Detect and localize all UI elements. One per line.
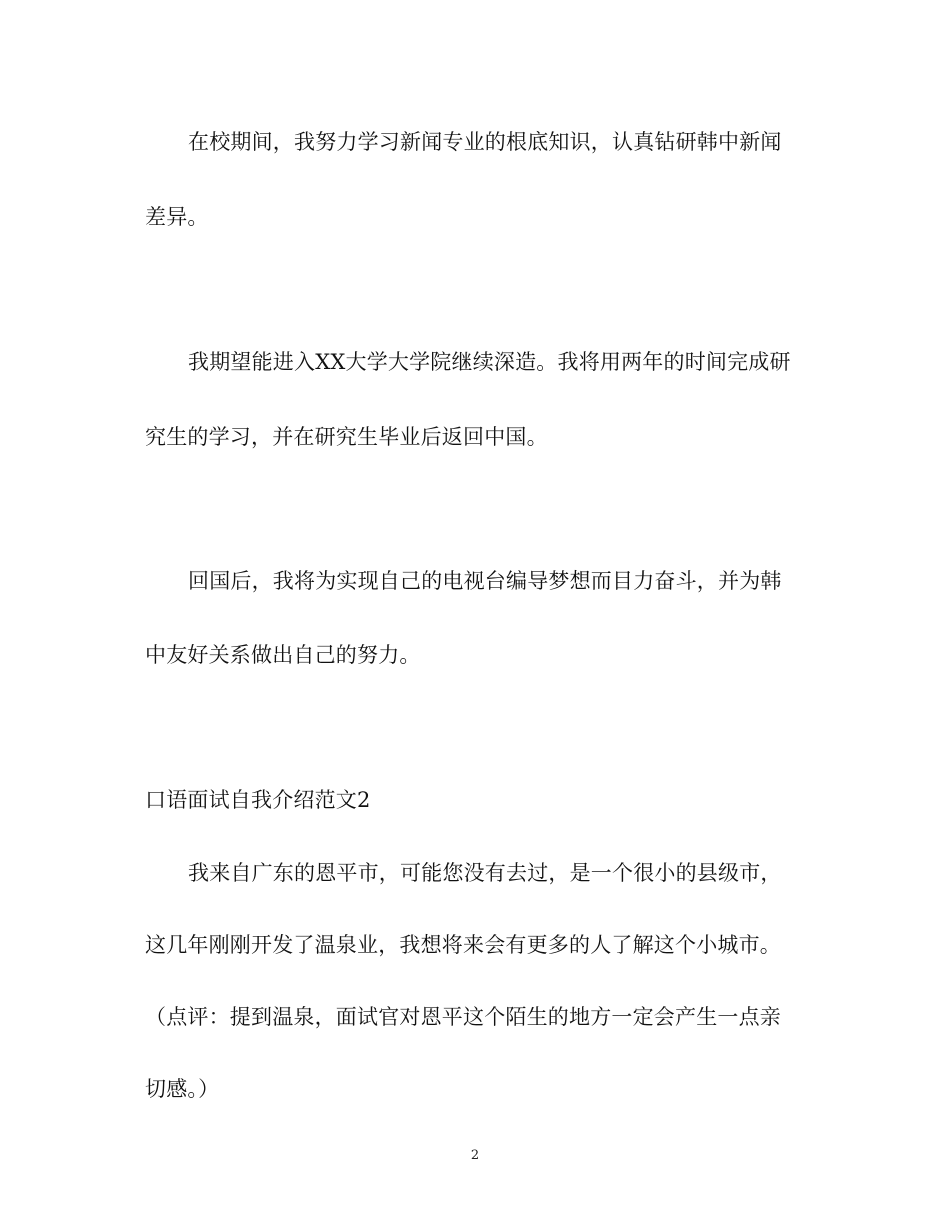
paragraph-4-line-3: （点评：提到温泉，面试官对恩平这个陌生的地方一定会产生一点亲 [145, 1005, 781, 1029]
paragraph-4-line-1: 我来自广东的恩平市，可能您没有去过，是一个很小的县级市， [188, 861, 782, 885]
paragraph-3-line-2: 中友好关系做出自己的努力。 [145, 643, 421, 667]
section-heading: 口语面试自我介绍范文2 [145, 788, 371, 812]
paragraph-3-line-1: 回国后，我将为实现自己的电视台编导梦想而目力奋斗，并为韩 [188, 569, 782, 593]
paragraph-1-line-1: 在校期间，我努力学习新闻专业的根底知识，认真钻研韩中新闻 [188, 130, 782, 154]
paragraph-2-line-1: 我期望能进入XX大学大学院继续深造。我将用两年的时间完成研 [188, 350, 791, 374]
page-number: 2 [470, 1148, 480, 1163]
paragraph-4-line-2: 这几年刚刚开发了温泉业，我想将来会有更多的人了解这个小城市。 [145, 933, 781, 957]
paragraph-1-line-2: 差异。 [145, 205, 209, 229]
paragraph-2-line-2: 究生的学习，并在研究生毕业后返回中国。 [145, 425, 548, 449]
paragraph-4-line-4: 切感。） [145, 1077, 220, 1101]
